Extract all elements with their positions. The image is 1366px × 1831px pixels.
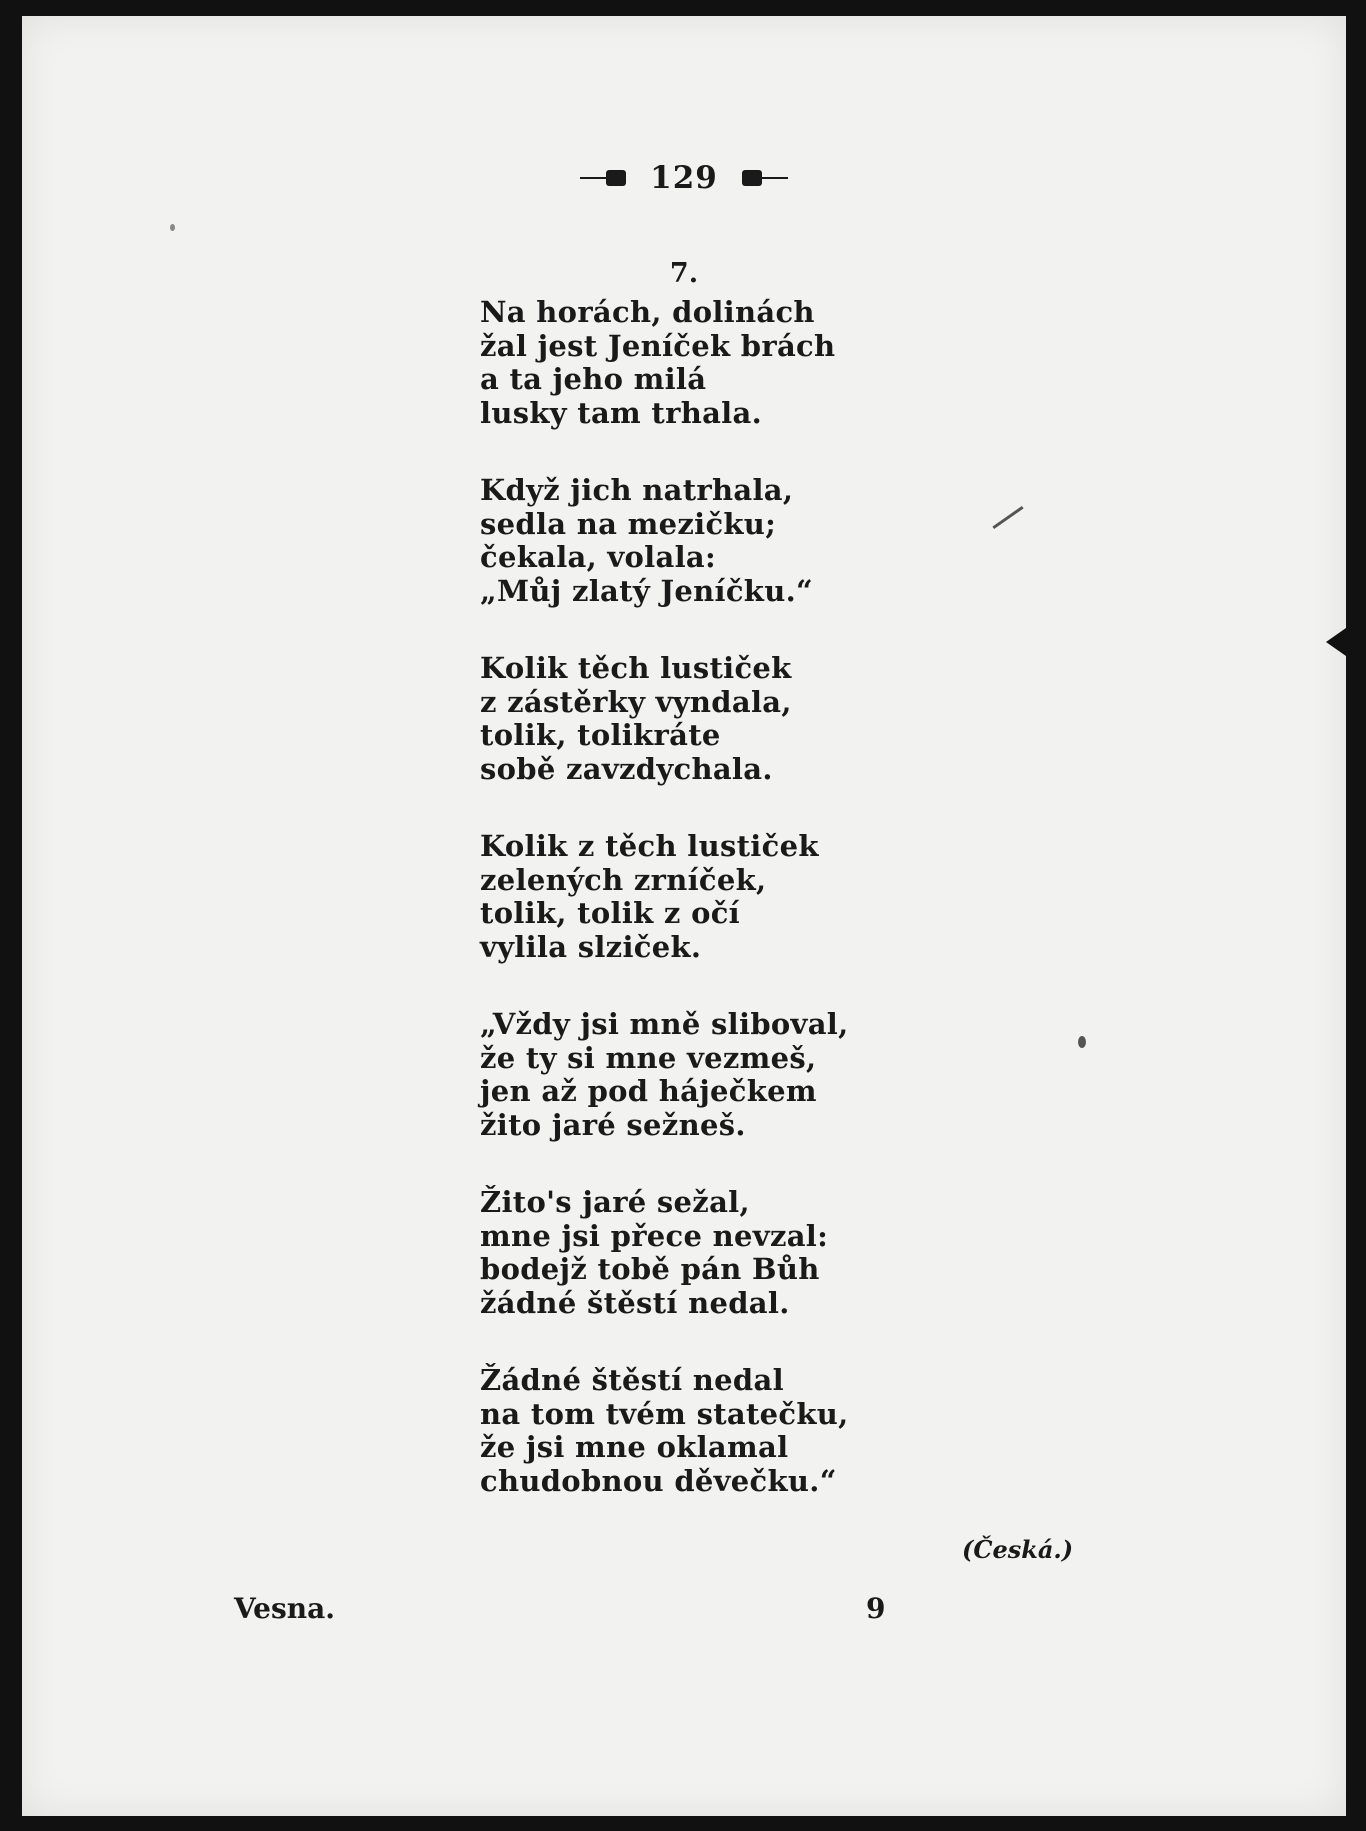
ornament-right-icon <box>742 169 788 187</box>
poem-line: z zástěrky vyndala, <box>480 684 792 719</box>
poem-line: čekala, volala: <box>480 540 717 574</box>
poem-line: že jsi mne oklamal <box>480 1430 789 1464</box>
poem-line: chudobnou děvečku.“ <box>480 1463 837 1498</box>
poem-line: jen až pod háječkem <box>480 1074 817 1108</box>
stanza-5 <box>480 1008 900 1142</box>
ornament-left-icon <box>580 169 626 187</box>
poem-line: Žádné štěstí nedal <box>480 1363 784 1397</box>
poem-line: lusky tam trhala. <box>480 395 762 430</box>
poem-line: Žito's jaré sežal, <box>480 1185 750 1219</box>
page-header <box>22 158 1346 196</box>
ink-dot-icon <box>170 224 175 231</box>
poem-line: žádné štěstí nedal. <box>480 1285 790 1320</box>
poem-line: mne jsi přece nevzal: <box>480 1218 829 1253</box>
poem-line: zelených zrníček, <box>480 862 767 897</box>
stanza-1 <box>480 296 900 430</box>
stanza-6 <box>480 1186 900 1320</box>
poem-line: „Vždy jsi mně sliboval, <box>480 1007 849 1041</box>
poem-source: (Česká.) <box>962 1535 1074 1564</box>
stanza-7 <box>480 1364 900 1498</box>
poem-line: Když jich natrhala, <box>480 473 794 507</box>
poem-line: sobě zavzdychala. <box>480 751 773 786</box>
poem-line: tolik, tolik z očí <box>480 896 740 930</box>
poem-line: žal jest Jeníček brách <box>480 328 836 363</box>
stanza-3 <box>480 652 900 786</box>
poem-line: na tom tvém statečku, <box>480 1396 849 1431</box>
poem-number: 7. <box>669 258 699 289</box>
footer-sheet-number: 9 <box>866 1592 886 1625</box>
ink-dot-icon <box>1078 1036 1086 1048</box>
poem-line: žito jaré sežneš. <box>480 1107 746 1142</box>
poem-line: Kolik těch lustiček <box>480 651 792 685</box>
page-edge-notch-icon <box>1326 628 1346 656</box>
poem-line: Na horách, dolinách <box>480 295 815 329</box>
poem-line: „Můj zlatý Jeníčku.“ <box>480 573 813 608</box>
poem-line: Kolik z těch lustiček <box>480 829 819 863</box>
book-page <box>22 16 1346 1816</box>
poem-line: a ta jeho milá <box>480 362 707 396</box>
footer-signature: Vesna. <box>234 1592 335 1625</box>
poem-line: tolik, tolikráte <box>480 718 721 752</box>
poem-line: vylila slziček. <box>480 929 702 964</box>
page-number: 129 <box>650 159 718 196</box>
stanza-2 <box>480 474 900 608</box>
stanza-4 <box>480 830 900 964</box>
poem-line: že ty si mne vezmeš, <box>480 1040 817 1075</box>
poem-body <box>480 296 900 1498</box>
poem-line: sedla na mezičku; <box>480 506 777 541</box>
pencil-mark-icon <box>992 506 1023 529</box>
poem-line: bodejž tobě pán Bůh <box>480 1252 820 1286</box>
